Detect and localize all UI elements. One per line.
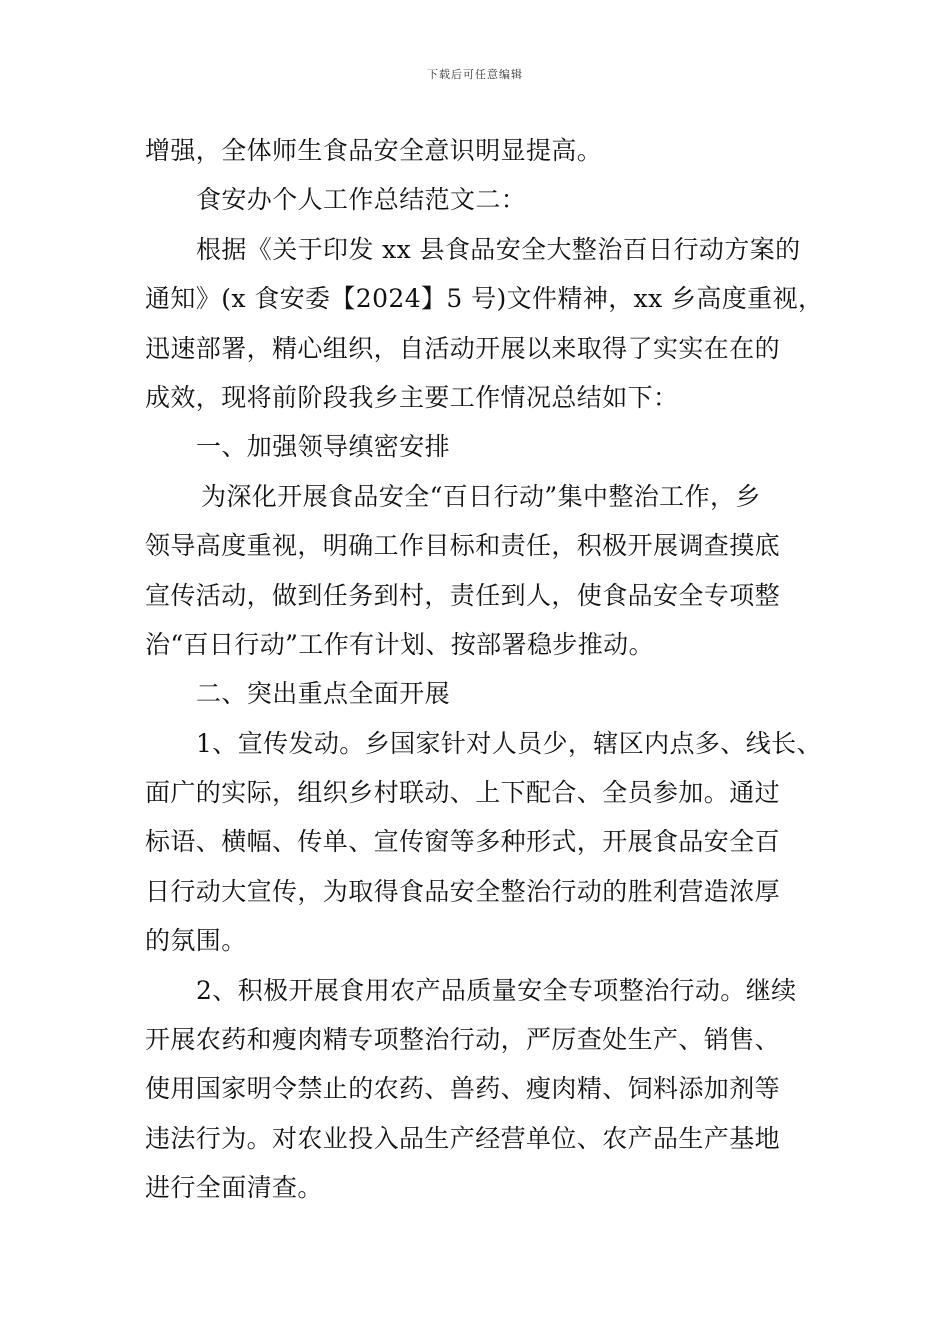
paragraph-line: 标语、横幅、传单、宣传窗等多种形式，开展食品安全百 — [145, 827, 781, 857]
paragraph-line: 治“百日行动”工作有计划、按部署稳步推动。 — [145, 629, 654, 659]
paragraph-line: 使用国家明令禁止的农药、兽药、瘦肉精、饲料添加剂等 — [145, 1074, 781, 1104]
document-body — [145, 126, 835, 1213]
paragraph-line: 面广的实际，组织乡村联动、上下配合、全员参加。通过 — [145, 778, 781, 808]
header-note: 下载后可任意编辑 — [427, 68, 523, 81]
paragraph-line: 违法行为。对农业投入品生产经营单位、农产品生产基地 — [145, 1123, 781, 1153]
paragraph-line: 1、宣传发动。乡国家针对人员少，辖区内点多、线长、 — [196, 728, 822, 758]
paragraph-line: 增强，全体师生食品安全意识明显提高。 — [145, 136, 603, 165]
paragraph-line: 领导高度重视，明确工作目标和责任，积极开展调查摸底 — [145, 531, 781, 561]
paragraph-line: 宣传活动，做到任务到村，责任到人，使食品安全专项整 — [145, 580, 781, 610]
paragraph-line: 根据《关于印发 xx 县食品安全大整治百日行动方案的 — [196, 234, 801, 264]
paragraph-line: 2、积极开展食用农产品质量安全专项整治行动。继续 — [196, 975, 797, 1005]
paragraph-line: 开展农药和瘦肉精专项整治行动，严厉查处生产、销售、 — [145, 1025, 781, 1055]
heading-line: 一、加强领导缜密安排 — [196, 432, 451, 462]
paragraph-line: 通知》(x 食安委【2024】5 号)文件精神，xx 乡高度重视， — [145, 284, 824, 314]
paragraph-line: 的氛围。 — [145, 926, 247, 956]
heading-line: 二、突出重点全面开展 — [196, 679, 451, 709]
paragraph-line: 进行全面清查。 — [145, 1173, 323, 1203]
section-title-line: 食安办个人工作总结范文二： — [196, 185, 527, 215]
paragraph-line: 为深化开展食品安全“百日行动”集中整治工作，乡 — [201, 481, 761, 511]
paragraph-line: 日行动大宣传，为取得食品安全整治行动的胜利营造浓厚 — [145, 876, 781, 906]
paragraph-line: 迅速部署，精心组织，自活动开展以来取得了实实在在的 — [145, 333, 781, 363]
paragraph-line: 成效，现将前阶段我乡主要工作情况总结如下： — [145, 382, 679, 412]
